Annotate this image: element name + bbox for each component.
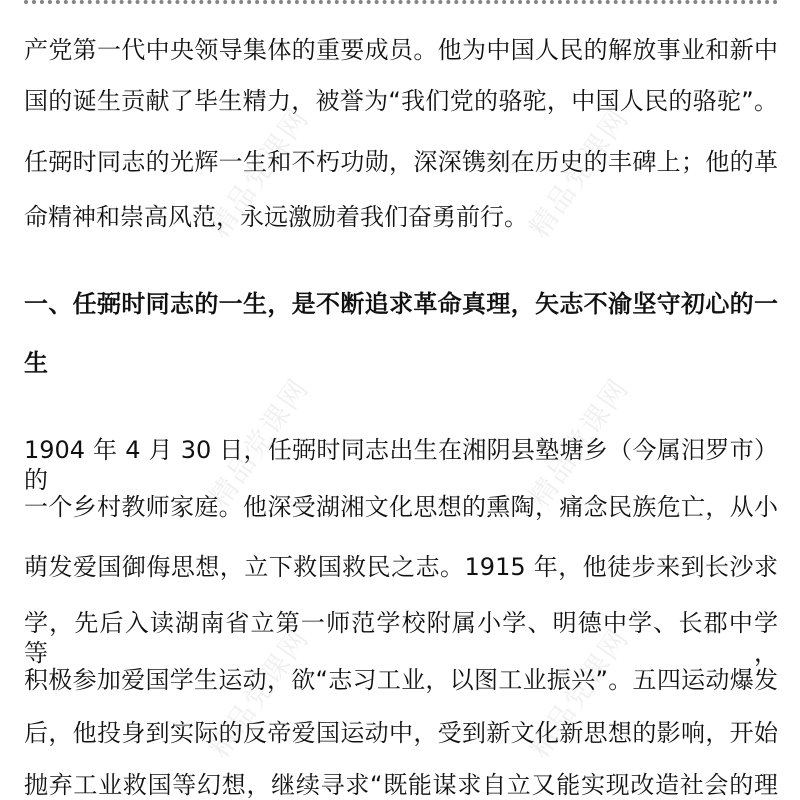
watermark: 精品党课网	[522, 101, 636, 244]
paragraph-line: 国的诞生贡献了毕生精力，被誉为“我们党的骆驼，中国人民的骆驼”。	[24, 87, 778, 115]
paragraph-line: 命精神和崇高风范，永远激励着我们奋勇前行。	[24, 203, 528, 231]
paragraph-line: 1904 年 4 月 30 日，任弼时同志出生在湘阴县塾塘乡（今属汨罗市）的	[24, 436, 778, 494]
section-heading: 生	[24, 349, 48, 377]
paragraph-line: 后，他投身到实际的反帝爱国运动中，受到新文化新思想的影响，开始	[24, 719, 778, 747]
paragraph-line: 抛弃工业救国等幻想，继续寻求“既能谋求自立又能实现改造社会的理	[24, 771, 778, 799]
watermark: 精品党课网	[202, 621, 316, 764]
section-heading: 一、任弼时同志的一生，是不断追求革命真理，矢志不渝坚守初心的一	[24, 290, 778, 318]
paragraph-line: 产党第一代中央领导集体的重要成员。他为中国人民的解放事业和新中	[24, 36, 778, 64]
watermark: 精品党课网	[202, 371, 316, 514]
paragraph-line: 萌发爱国御侮思想，立下救国救民之志。1915 年，他徒步来到长沙求	[24, 553, 778, 581]
watermark: 精品党课网	[522, 371, 636, 514]
watermark: 精品党课网	[522, 621, 636, 764]
paragraph-line: 任弼时同志的光辉一生和不朽功勋，深深镌刻在历史的丰碑上；他的革	[24, 148, 778, 176]
paragraph-line: 学，先后入读湖南省立第一师范学校附属小学、明德中学、长郡中学等，	[24, 609, 778, 667]
watermark: 精品党课网	[202, 101, 316, 244]
cropped-previous-line	[24, 0, 778, 4]
paragraph-line: 积极参加爱国学生运动，欲“志习工业，以图工业振兴”。五四运动爆发	[24, 666, 778, 694]
paragraph-line: 一个乡村教师家庭。他深受湖湘文化思想的熏陶，痛念民族危亡，从小	[24, 493, 778, 521]
